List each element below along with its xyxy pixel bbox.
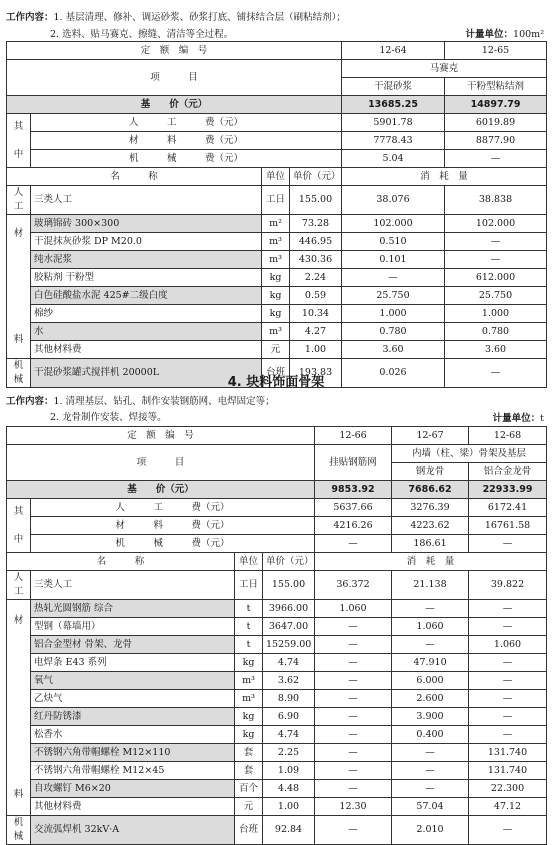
quota-code: 12-64: [379, 44, 407, 56]
quota-code: 12-68: [493, 429, 522, 441]
consumption-value: —: [348, 710, 358, 722]
cost-label: 人 工 费（元）: [115, 501, 230, 513]
consumption-value: 0.101: [379, 253, 407, 265]
resource-price: 1.00: [304, 343, 327, 355]
resource-unit: kg: [242, 728, 255, 740]
consumption-value: —: [348, 674, 358, 686]
header-consume: 消 耗 量: [420, 170, 468, 182]
quota-code: 12-65: [481, 44, 510, 56]
resource-name: 红丹防锈漆: [34, 710, 82, 722]
consumption-value: —: [502, 710, 513, 722]
quota-code-row: [7, 42, 547, 60]
consumption-value: 1.060: [493, 638, 522, 650]
resource-unit: t: [246, 638, 251, 650]
resource-price: 73.28: [301, 217, 330, 229]
base-price-label: 基 价（元）: [140, 98, 208, 110]
consumption-value: 0.780: [379, 325, 407, 337]
consumption-value: —: [425, 764, 435, 776]
base-price-value: 13685.25: [368, 98, 418, 110]
machine-row: [7, 816, 547, 845]
resource-price: 155.00: [271, 579, 306, 590]
cost-row: [7, 535, 547, 553]
cost-value: 4216.26: [333, 519, 373, 531]
resource-unit: t: [246, 602, 251, 614]
category-label: 料: [13, 333, 24, 345]
consumption-value: —: [490, 235, 501, 247]
consumption-value: —: [348, 656, 358, 668]
category-label: 料: [13, 788, 24, 800]
resource-price: 10.34: [301, 307, 330, 319]
resource-price: 92.84: [274, 824, 303, 835]
resource-unit: kg: [269, 289, 282, 301]
consumption-value: 22.300: [490, 782, 525, 794]
consumption-value: —: [348, 824, 358, 835]
consumption-value: 6.000: [416, 674, 444, 686]
labor-row: [7, 186, 547, 215]
header-unit: 单位: [265, 170, 285, 182]
cost-value: 186.61: [413, 537, 447, 549]
resource-unit: t: [246, 620, 251, 632]
quota-no-label: 定 额 编 号: [127, 429, 194, 441]
resource-price: 446.95: [298, 235, 333, 247]
resource-price: 2.24: [304, 271, 327, 283]
consumption-value: —: [348, 638, 358, 650]
consumption-value: 25.750: [376, 289, 410, 301]
resource-name: 松香水: [34, 728, 63, 740]
measure-unit: 计量单位：100m²: [465, 29, 544, 40]
resource-unit: m³: [242, 692, 255, 704]
item-sub: 铝合金龙骨: [483, 465, 532, 477]
category-label: 人工: [13, 572, 24, 597]
base-price-value: 22933.99: [482, 483, 533, 495]
resource-unit: 元: [270, 343, 281, 355]
consumption-value: 131.740: [487, 746, 528, 758]
cost-row: [7, 114, 547, 132]
base-price-row: [7, 96, 547, 114]
resource-unit: m³: [242, 674, 255, 686]
quota-code: 12-66: [339, 429, 367, 441]
resource-unit: 套: [243, 764, 254, 776]
resource-price: 0.59: [304, 289, 327, 301]
cost-value: 16761.58: [484, 519, 531, 531]
resource-name: 三类人工: [34, 194, 73, 205]
consumption-value: 12.30: [339, 800, 367, 812]
item-sub: 干粉型粘结剂: [467, 80, 525, 92]
consumption-value: —: [348, 692, 358, 704]
resource-name: 白色硅酸盐水泥 425#二级白度: [34, 289, 168, 301]
item-first: 挂贴钢筋网: [329, 456, 377, 468]
cost-value: 5637.66: [333, 501, 373, 513]
cost-row: [7, 132, 547, 150]
consumption-value: 3.900: [416, 710, 444, 722]
material-row: [7, 636, 547, 654]
base-price-value: 14897.79: [470, 98, 521, 110]
work-content-2: 2. 选料、贴马赛克、擦缝、清洁等全过程。: [50, 29, 234, 40]
resource-name: 氧气: [34, 674, 54, 686]
consumption-value: —: [502, 674, 513, 686]
cost-value: 7778.43: [373, 134, 413, 146]
resource-name: 三类人工: [34, 579, 73, 590]
resource-unit: m³: [269, 235, 282, 247]
item-label: 项 目: [150, 71, 198, 83]
column-header-row: [7, 168, 547, 186]
resource-price: 1.09: [277, 764, 300, 776]
category-label: 机械: [13, 817, 24, 842]
resource-name: 水: [34, 325, 44, 337]
resource-unit: kg: [269, 307, 282, 319]
resource-name: 交流弧焊机 32kV·A: [34, 824, 120, 835]
resource-price: 155.00: [298, 194, 333, 205]
consumption-value: —: [425, 638, 435, 650]
resource-unit: kg: [269, 271, 282, 283]
cost-row: [7, 150, 547, 168]
resource-unit: m²: [269, 217, 282, 229]
resource-unit: 台班: [265, 367, 285, 378]
material-row: [7, 726, 547, 744]
consumption-value: 612.000: [475, 271, 516, 283]
consumption-value: —: [502, 824, 513, 835]
material-row: [7, 305, 547, 323]
cost-value: 6172.41: [487, 501, 528, 513]
material-row: [7, 618, 547, 636]
resource-name: 铝合金型材 骨架、龙骨: [34, 638, 133, 650]
consumption-value: —: [348, 620, 358, 632]
cost-side-label: 中: [13, 148, 24, 160]
base-price-value: 7686.62: [408, 483, 452, 495]
cost-value: —: [348, 537, 358, 549]
header-unit: 单位: [238, 555, 258, 567]
resource-name: 热轧光圆钢筋 综合: [34, 602, 114, 614]
consumption-value: —: [490, 253, 501, 265]
category-label: 材: [13, 614, 24, 626]
quota-table-2: [6, 426, 547, 845]
consumption-value: —: [502, 656, 513, 668]
material-row: [7, 287, 547, 305]
cost-label: 材 料 费（元）: [115, 519, 230, 531]
consumption-value: 1.060: [416, 620, 444, 632]
consumption-value: 3.60: [382, 343, 404, 355]
consumption-value: 1.000: [379, 307, 407, 319]
resource-name: 胶粘剂 干粉型: [34, 271, 95, 283]
resource-unit: 台班: [238, 824, 258, 835]
consumption-value: —: [425, 782, 435, 794]
cost-value: 4223.62: [410, 519, 450, 531]
item-group: 内墙（柱、梁）骨架及基层: [412, 447, 527, 459]
consumption-value: —: [490, 367, 501, 378]
consumption-value: —: [502, 620, 513, 632]
header-consume: 消 耗 量: [406, 555, 455, 567]
consumption-value: 2.600: [416, 692, 444, 704]
consumption-value: 25.750: [478, 289, 513, 301]
consumption-value: 3.60: [484, 343, 507, 355]
quota-table-1: [6, 41, 547, 388]
consumption-value: 1.060: [339, 602, 367, 614]
resource-price: 430.36: [298, 253, 333, 265]
resource-price: 4.74: [277, 656, 300, 668]
section-title: 4. 块料饰面骨架: [227, 375, 325, 390]
consumption-value: 102.000: [475, 217, 516, 229]
labor-row: [7, 571, 547, 600]
resource-name: 不锈钢六角带帽螺栓 M12×110: [34, 746, 171, 758]
resource-unit: 元: [243, 800, 254, 812]
consumption-value: —: [348, 728, 358, 740]
item-header-row: [7, 60, 547, 78]
resource-name: 干混砂浆罐式搅拌机 20000L: [34, 367, 160, 378]
resource-name: 自攻螺钉 M6×20: [34, 782, 111, 794]
resource-price: 4.27: [304, 325, 327, 337]
item-header-row: [7, 445, 547, 463]
cost-value: 5.04: [382, 152, 404, 164]
header-price: 单价（元）: [293, 170, 341, 182]
cost-value: 6019.89: [475, 116, 516, 128]
base-price-value: 9853.92: [331, 483, 375, 495]
resource-price: 6.90: [277, 710, 300, 722]
material-row: [7, 798, 547, 816]
category-label: 材: [13, 227, 24, 239]
resource-unit: m³: [269, 325, 282, 337]
item-group: 马赛克: [429, 62, 459, 74]
resource-unit: 百个: [238, 782, 258, 794]
work-content-s2-2: 2. 龙骨制作安装、焊接等。: [50, 412, 167, 423]
category-label: 人工: [13, 187, 24, 212]
material-row: [7, 215, 547, 233]
cost-value: —: [502, 537, 513, 549]
consumption-value: 39.822: [490, 579, 525, 590]
material-row: [7, 323, 547, 341]
material-row: [7, 251, 547, 269]
consumption-value: 2.010: [416, 824, 444, 835]
base-price-label: 基 价（元）: [127, 483, 194, 495]
item-sub: 钢龙骨: [415, 465, 445, 477]
consumption-value: 38.076: [376, 194, 410, 205]
work-content-s2-1: 工作内容：1. 清理基层、钻孔、制作安装钢筋网、电焊固定等；: [6, 396, 275, 407]
category-label: 机械: [13, 360, 24, 385]
measure-unit-s2: 计量单位：t: [492, 413, 544, 424]
cost-value: —: [490, 152, 501, 164]
cost-label: 材 料 费（元）: [129, 134, 244, 146]
consumption-value: —: [502, 602, 513, 614]
cost-row: [7, 499, 547, 517]
material-row: [7, 762, 547, 780]
resource-name: 乙炔气: [34, 692, 63, 704]
resource-price: 4.48: [277, 782, 300, 794]
material-row: [7, 600, 547, 618]
material-row: [7, 654, 547, 672]
cost-value: 5901.78: [373, 116, 413, 128]
header-name: 名 称: [96, 555, 145, 567]
resource-price: 15259.00: [266, 638, 312, 650]
resource-name: 纯水泥浆: [34, 253, 73, 265]
resource-unit: 工日: [238, 579, 258, 590]
cost-value: 3276.39: [410, 501, 450, 513]
resource-name: 玻璃锦砖 300×300: [34, 217, 120, 229]
material-row: [7, 269, 547, 287]
resource-name: 电焊条 E43 系列: [34, 656, 107, 668]
quota-no-label: 定 额 编 号: [140, 44, 208, 56]
header-price: 单价（元）: [266, 555, 314, 567]
material-row: [7, 672, 547, 690]
cost-value: 8877.90: [475, 134, 516, 146]
consumption-value: 47.12: [493, 800, 522, 812]
consumption-value: 0.400: [416, 728, 444, 740]
cost-label: 机 械 费（元）: [115, 537, 230, 549]
resource-price: 3.62: [277, 674, 300, 686]
base-price-row: [7, 481, 547, 499]
work-content-1: 工作内容：1. 基层清理、修补、调运砂浆、砂浆打底、铺抹结合层（刷粘结剂）；: [6, 12, 346, 23]
cost-side-label: 其: [13, 120, 24, 132]
resource-unit: kg: [242, 656, 255, 668]
consumption-value: —: [348, 782, 358, 794]
header-name: 名 称: [110, 170, 158, 182]
resource-price: 3966.00: [268, 602, 309, 614]
consumption-value: 21.138: [413, 579, 447, 590]
consumption-value: —: [348, 764, 358, 776]
consumption-value: —: [425, 746, 435, 758]
consumption-value: 36.372: [336, 579, 370, 590]
consumption-value: 1.000: [481, 307, 510, 319]
cost-side-label: 其: [13, 505, 24, 517]
material-row: [7, 233, 547, 251]
consumption-value: —: [502, 692, 513, 704]
resource-name: 干混抹灰砂浆 DP M20.0: [34, 235, 142, 247]
resource-name: 其他材料费: [34, 343, 82, 355]
item-sub: 干混砂浆: [374, 80, 413, 92]
resource-price: 8.90: [277, 692, 300, 704]
cost-row: [7, 517, 547, 535]
material-row: [7, 744, 547, 762]
resource-price: 1.00: [277, 800, 300, 812]
resource-price: 2.25: [277, 746, 300, 758]
material-row: [7, 690, 547, 708]
consumption-value: 102.000: [373, 217, 413, 229]
quota-code-row: [7, 427, 547, 445]
quota-code: 12-67: [416, 429, 444, 441]
resource-unit: 套: [243, 746, 254, 758]
resource-price: 3647.00: [268, 620, 309, 632]
consumption-value: 47.910: [413, 656, 447, 668]
cost-label: 人 工 费（元）: [129, 116, 244, 128]
consumption-value: —: [388, 271, 398, 283]
resource-price: 193.83: [298, 367, 333, 378]
consumption-value: 131.740: [487, 764, 528, 776]
resource-name: 型钢（幕墙用）: [34, 620, 101, 632]
material-row: [7, 780, 547, 798]
consumption-value: 0.026: [379, 367, 407, 378]
resource-name: 不锈钢六角带帽螺栓 M12×45: [34, 764, 165, 776]
consumption-value: 38.838: [478, 194, 513, 205]
resource-unit: m³: [269, 253, 282, 265]
resource-price: 4.74: [277, 728, 300, 740]
consumption-value: —: [502, 728, 513, 740]
consumption-value: 0.510: [379, 235, 407, 247]
consumption-value: —: [348, 746, 358, 758]
resource-unit: kg: [242, 710, 255, 722]
item-label: 项 目: [136, 456, 185, 468]
resource-name: 其他材料费: [34, 800, 82, 812]
material-row: [7, 708, 547, 726]
column-header-row: [7, 553, 547, 571]
resource-name: 棉纱: [34, 307, 54, 319]
consumption-value: 0.780: [481, 325, 510, 337]
cost-label: 机 械 费（元）: [129, 152, 244, 164]
cost-side-label: 中: [13, 533, 24, 545]
material-row: [7, 341, 547, 359]
consumption-value: 57.04: [416, 800, 444, 812]
resource-unit: 工日: [265, 194, 285, 205]
consumption-value: —: [425, 602, 435, 614]
